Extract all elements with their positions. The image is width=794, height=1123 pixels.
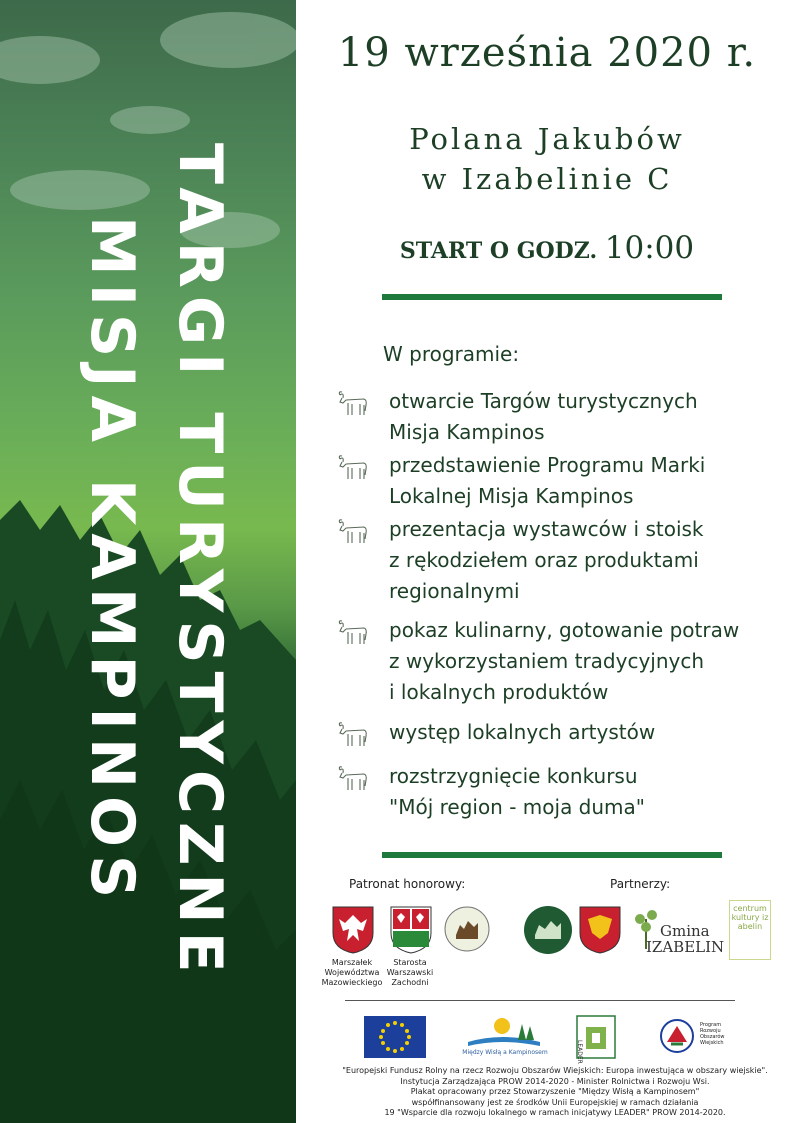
partnerzy-label: Partnerzy: bbox=[610, 877, 671, 891]
start-time: 10:00 bbox=[604, 230, 695, 266]
centrum-text: centrum kultury izabelin bbox=[731, 904, 769, 931]
leader-text: LEADER bbox=[576, 1040, 583, 1064]
program-heading: W programie: bbox=[383, 342, 520, 366]
gmina-line1: Gmina bbox=[660, 922, 710, 940]
moose-icon bbox=[336, 618, 370, 646]
moose-icon bbox=[336, 389, 370, 417]
start-time-line bbox=[300, 230, 794, 266]
prow-text: Program Rozwoju Obszarów Wiejskich bbox=[700, 1022, 725, 1046]
moose-icon bbox=[336, 720, 370, 748]
vertical-title-line2: MISJA KAMPINOS bbox=[77, 216, 147, 907]
patron-name-marszalek: Marszałek Województwa Mazowieckiego bbox=[321, 958, 383, 987]
place-line2: w Izabelinie C bbox=[421, 162, 673, 196]
misja-kampinos-logo-icon bbox=[523, 905, 573, 961]
program-item-text: rozstrzygnięcie konkursu "Mój region - moja duma" bbox=[389, 764, 645, 819]
program-item-text: przedstawienie Programu Marki Lokalnej Misja Kampinos bbox=[389, 453, 706, 508]
event-date: 19 września 2020 r. bbox=[337, 30, 757, 76]
prow-logo-icon bbox=[655, 1016, 699, 1060]
forest-photo-panel bbox=[0, 0, 296, 1123]
izabelin-coat-of-arms-icon bbox=[578, 905, 622, 959]
powiat-coat-of-arms-icon bbox=[389, 905, 433, 959]
divider-top bbox=[382, 294, 722, 300]
place-line1: Polana Jakubów bbox=[409, 122, 685, 156]
mazowieckie-coat-of-arms-icon bbox=[331, 905, 375, 959]
kpn-logo-icon bbox=[444, 903, 490, 959]
patronat-label: Patronat honorowy: bbox=[349, 877, 466, 891]
centrum-kultury-logo-icon bbox=[729, 900, 771, 960]
gmina-line2: IZABELIN bbox=[646, 938, 725, 956]
divider-bottom bbox=[382, 852, 722, 858]
start-label: START O GODZ. bbox=[399, 238, 598, 264]
patron-name-starosta: Starosta Warszawski Zachodni bbox=[386, 958, 434, 987]
footer-divider bbox=[345, 1000, 735, 1001]
moose-icon bbox=[336, 517, 370, 545]
wisla-text: Między Wisłą a Kampinosem bbox=[462, 1049, 548, 1056]
program-item-text: otwarcie Targów turystycznych Misja Kampinos bbox=[389, 389, 698, 444]
program-item-text: pokaz kulinarny, gotowanie potraw z wykorzystaniem tradycyjnych i lokalnych produktów bbox=[389, 618, 740, 704]
vertical-title-line1: TARGI TURYSTYCZNE bbox=[165, 142, 235, 981]
moose-icon bbox=[336, 764, 370, 792]
program-item-text: występ lokalnych artystów bbox=[389, 720, 656, 744]
program-item-text: prezentacja wystawców i stoisk z rękodziełem oraz produktami regionalnymi bbox=[389, 517, 704, 603]
moose-icon bbox=[336, 453, 370, 481]
funding-text: "Europejski Fundusz Rolny na rzecz Rozwoju Obszarów Wiejskich: Europa inwestująca w obszary wiejskie". Instytucja Zarządzająca PROW 2014-2020 - Minister Rolnictwa i Rozwoju Wsi. Plakat opracowany przez Stowarzyszenie "Między Wisłą a Kampinosem" współfinansowany jest ze środków Unii Europejskiej w ramach działania 19 "Wsparcie dla rozwoju lokalnego w ramach inicjatywy LEADER" PROW 2014-2020. bbox=[342, 1066, 768, 1117]
eu-flag-icon bbox=[364, 1016, 426, 1062]
